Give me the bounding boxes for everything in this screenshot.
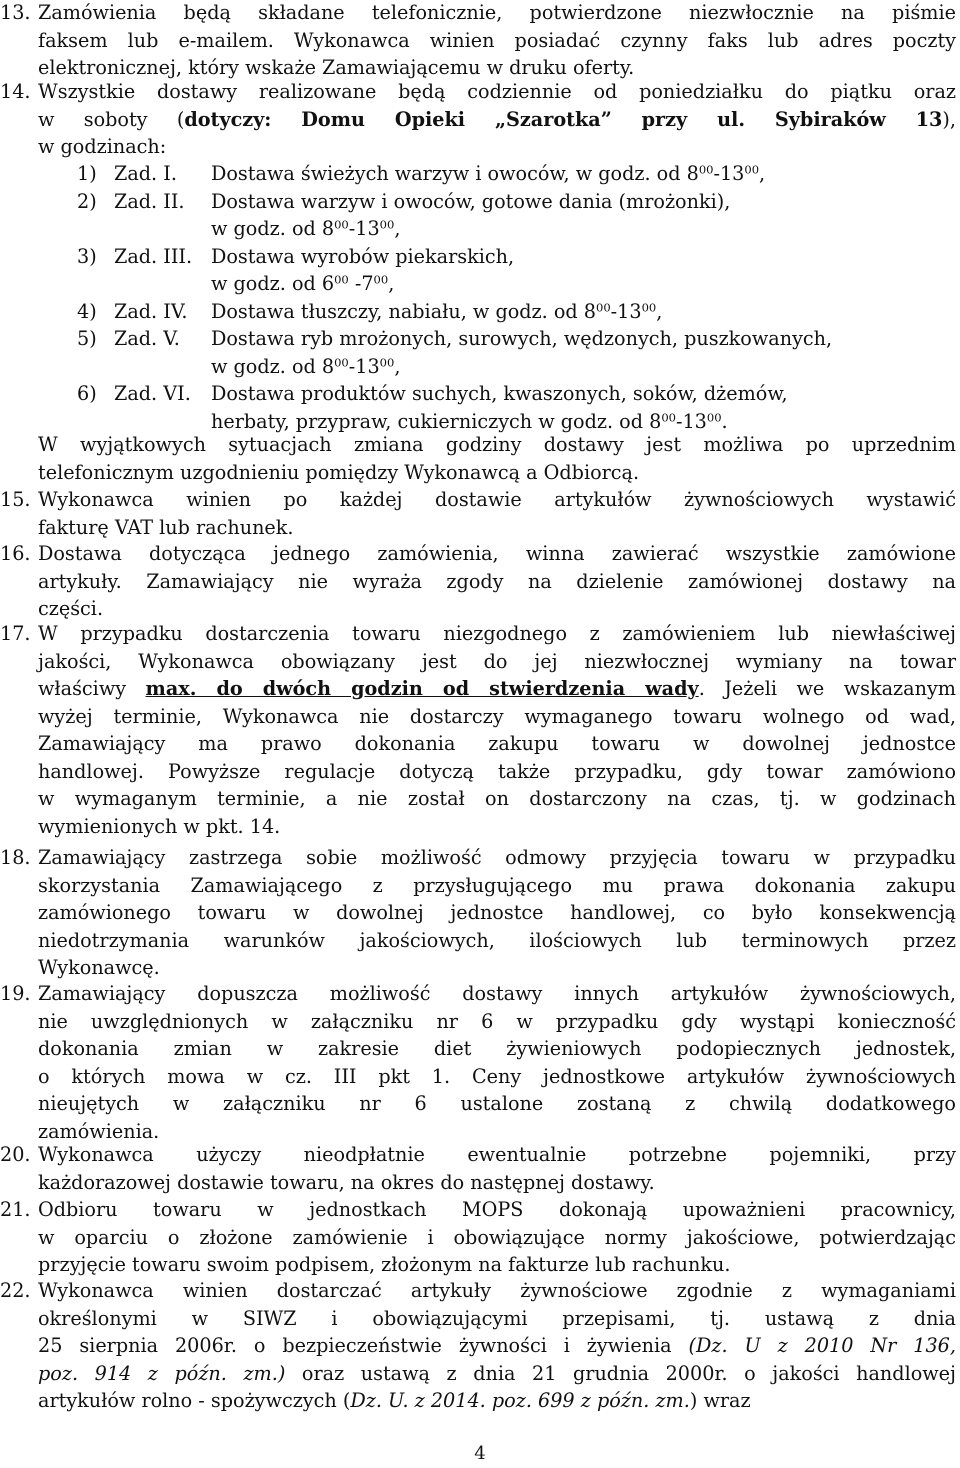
text-line: Wykonawcę. [38, 956, 160, 979]
item-text [38, 431, 956, 486]
schedule-row [77, 325, 957, 353]
text-line: artykułów rolno - spożywczych (Dz. U. z 2014. poz. 699 z późn. zm.) wraz [38, 1389, 751, 1412]
schedule-number: 4) [77, 299, 97, 323]
text-line: skorzystania Zamawiającego z przysługującego mu prawa dokonania zakupu [38, 873, 956, 897]
schedule-number: 1) [77, 162, 97, 185]
item-number: 15. [0, 488, 31, 511]
text-line: elektronicznej, który wskaże Zamawiającemu w druku oferty. [38, 56, 635, 79]
schedule-row-cont [77, 353, 957, 381]
text-line: faksem lub e-mailem. Wykonawca winien posiadać czynny faks lub adres poczty [38, 28, 956, 52]
text-line: Wykonawca użyczy nieodpłatnie ewentualnie potrzebne pojemniki, przy [38, 1143, 956, 1166]
text-line: W wyjątkowych sytuacjach zmiana godziny dostawy jest możliwa po uprzednim [38, 433, 956, 456]
schedule-desc: Dostawa produktów suchych, kwaszonych, soków, dżemów, [211, 382, 788, 405]
text-run: w soboty ( [38, 107, 185, 131]
text-line: Wykonawca winien po każdej dostawie artykułów żywnościowych wystawić [38, 488, 956, 511]
item-number: 20. [0, 1143, 31, 1166]
item-number: 16. [0, 542, 31, 565]
schedule-row [77, 160, 957, 188]
item-text [38, 844, 956, 982]
italic-citation: (Dz. U z 2010 Nr 136, [688, 1334, 956, 1357]
italic-citation: poz. 914 z późn. zm.) [38, 1361, 286, 1385]
text-line: Zamawiający dopuszcza możliwość dostawy innych artykułów żywnościowych, [38, 982, 956, 1005]
schedule-hours: herbaty, przypraw, cukierniczych w godz. od $8^{00}-13^{00}$. [211, 409, 728, 433]
text-run: ), [942, 107, 956, 131]
schedule-desc: Dostawa tłuszczy, nabiału, w godz. od $8^{00}-13^{00}$, [211, 299, 663, 323]
text-line: Zamawiający zastrzega sobie możliwość odmowy przyjęcia towaru w przypadku [38, 846, 956, 869]
schedule-zadanie: Zad. V. [114, 327, 180, 350]
text-line: w godzinach: [38, 135, 167, 158]
item-text [38, 980, 956, 1145]
text-line: niedotrzymania warunków jakościowych, ilościowych lub terminowych przez [38, 928, 956, 952]
item-number: 19. [0, 982, 31, 1005]
schedule-row [77, 380, 957, 408]
text-line: W przypadku dostarczenia towaru niezgodnego z zamówieniem lub niewłaściwej [38, 622, 956, 645]
schedule-row-cont [77, 270, 957, 298]
text-line: artykuły. Zamawiający nie wyraża zgody na dzielenie zamówionej dostawy na [38, 569, 956, 593]
text-line: Wszystkie dostawy realizowane będą codziennie od poniedziałku do piątku oraz [38, 80, 956, 103]
italic-citation: Dz. U. z 2014. poz. 699 z późn. zm. [350, 1389, 690, 1412]
text-line: jakości, Wykonawca obowiązany jest do jej niezwłocznej wymiany na towar [38, 649, 956, 673]
item-number: 21. [0, 1198, 31, 1221]
schedule-zadanie: Zad. I. [114, 162, 177, 185]
item-text [38, 486, 956, 541]
text-line: handlowej. Powyższe regulacje dotyczą także przypadku, gdy towar zamówiono [38, 759, 956, 783]
page-number: 4 [474, 1443, 486, 1464]
schedule-desc: Dostawa ryb mrożonych, surowych, wędzonych, puszkowanych, [211, 327, 833, 350]
schedule-number: 6) [77, 382, 97, 405]
text-line: zamówienia. [38, 1119, 160, 1143]
item-text [38, 540, 956, 623]
item-number: 22. [0, 1279, 31, 1302]
text-line: 25 sierpnia 2006r. o bezpieczeństwie żywności i żywienia (Dz. U z 2010 Nr 136, [38, 1334, 956, 1357]
item-text [38, 78, 956, 161]
schedule-hours: w godz. od $8^{00}-13^{00}$, [211, 217, 401, 240]
schedule-desc: Dostawa wyrobów piekarskich, [211, 244, 515, 268]
text-line: telefonicznym uzgodnieniu pomiędzy Wykonawcą a Odbiorcą. [38, 460, 640, 484]
delivery-schedule [77, 160, 957, 435]
item-text [38, 620, 956, 840]
text-line: dokonania zmian w zakresie diet żywieniowych podopiecznych jednostek, [38, 1037, 956, 1060]
schedule-zadanie: Zad. III. [114, 244, 193, 268]
text-line: w wymaganym terminie, a nie został on dostarczony na czas, tj. w godzinach [38, 787, 956, 810]
item-text [38, 1141, 956, 1196]
bold-location-text: dotyczy: Domu Opieki „Szarotka” przy ul. Sybiraków 13 [184, 107, 943, 131]
schedule-zadanie: Zad. VI. [114, 382, 191, 405]
item-text [38, 1196, 956, 1279]
schedule-number: 3) [77, 244, 97, 268]
text-line: Wykonawca winien dostarczać artykuły żywnościowe zgodnie z wymaganiami [38, 1279, 956, 1302]
text-line: nieujętych w załączniku nr 6 ustalone zostaną z chwilą dodatkowego [38, 1092, 956, 1115]
schedule-hours: w godz. od $8^{00}-13^{00}$, [211, 354, 401, 378]
text-line: fakturę VAT lub rachunek. [38, 515, 294, 539]
schedule-row-cont [77, 215, 957, 243]
text-line: o których mowa w cz. III pkt 1. Ceny jednostkowe artykułów żywnościowych [38, 1064, 956, 1088]
schedule-hours: w godz. od $6^{00}$ $-7^{00}$, [211, 272, 395, 295]
text-line: właściwy max. do dwóch godzin od stwierdzenia wady. Jeżeli we wskazanym [38, 677, 956, 700]
text-line: każdorazowej dostawie towaru, na okres do następnej dostawy. [38, 1170, 655, 1194]
schedule-row [77, 243, 957, 271]
text-line: Zamawiający ma prawo dokonania zakupu towaru w dowolnej jednostce [38, 732, 956, 755]
text-line: Zamówienia będą składane telefonicznie, potwierdzone niezwłocznie na piśmie [38, 1, 956, 24]
schedule-row [77, 188, 957, 216]
item-number: 17. [0, 622, 31, 645]
schedule-desc: Dostawa warzyw i owoców, gotowe dania (mrożonki), [211, 189, 731, 213]
bold-underlined-deadline: max. do dwóch godzin od stwierdzenia wady [145, 677, 699, 700]
item-number: 18. [0, 846, 31, 869]
text-line: wyżej terminie, Wykonawca nie dostarczy wymaganego towaru wolnego od wad, [38, 704, 956, 728]
item-text [38, 0, 956, 82]
text-line: nie uwzględnionych w załączniku nr 6 w przypadku gdy wystąpi konieczność [38, 1009, 956, 1033]
schedule-number: 5) [77, 327, 97, 350]
text-line: zamówionego towaru w dowolnej jednostce handlowej, co było konsekwencją [38, 901, 956, 924]
text-line: Dostawa dotycząca jednego zamówienia, winna zawierać wszystkie zamówione [38, 542, 956, 565]
text-line: Odbioru towaru w jednostkach MOPS dokonają upoważnieni pracownicy, [38, 1198, 956, 1221]
schedule-zadanie: Zad. IV. [114, 299, 188, 323]
item-number: 14. [0, 80, 31, 103]
item-number: 13. [0, 1, 31, 24]
item-text [38, 1277, 956, 1415]
text-line: w oparciu o złożone zamówienie i obowiązujące normy jakościowe, potwierdzając [38, 1225, 956, 1249]
schedule-number: 2) [77, 189, 97, 213]
text-line: przyjęcie towaru swoim podpisem, złożonym na fakturze lub rachunku. [38, 1253, 731, 1276]
text-line: wymienionych w pkt. 14. [38, 814, 281, 838]
schedule-zadanie: Zad. II. [114, 189, 185, 213]
text-line: poz. 914 z późn. zm.) oraz ustawą z dnia 21 grudnia 2000r. o jakości handlowej [38, 1361, 956, 1385]
text-line: określonymi w SIWZ i obowiązującymi przepisami, tj. ustawą z dnia [38, 1306, 956, 1330]
schedule-desc: Dostawa świeżych warzyw i owoców, w godz. od $8^{00}-13^{00}$, [211, 162, 766, 185]
schedule-row [77, 298, 957, 326]
text-line [38, 106, 956, 134]
text-line: części. [38, 597, 104, 620]
